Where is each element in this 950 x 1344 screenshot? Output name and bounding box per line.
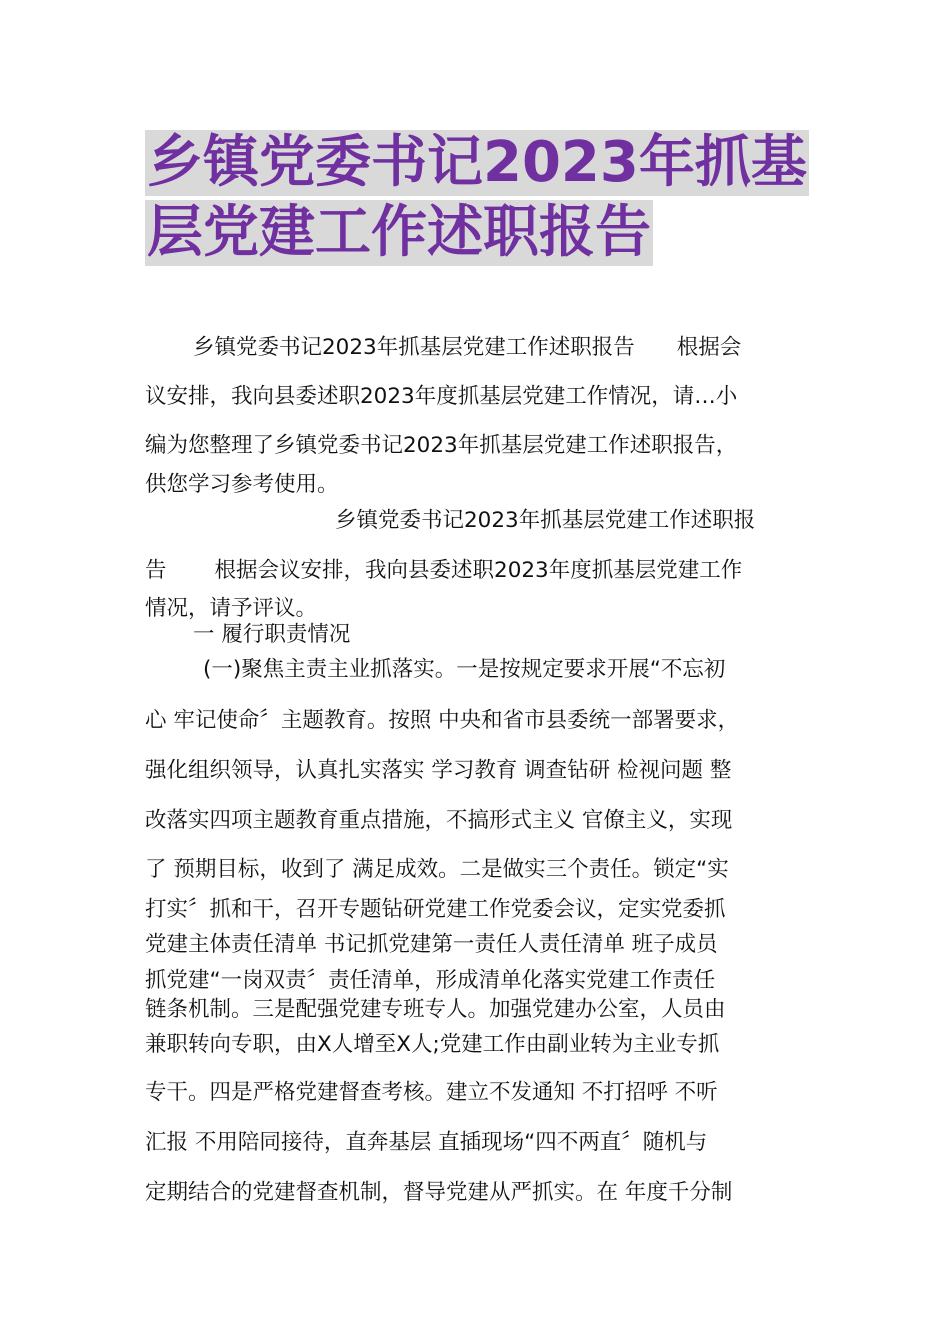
body-line bbox=[145, 333, 810, 363]
body-line: 兼职转向专职，由X人增至X人;党建工作由副业转为主业专抓 bbox=[145, 1032, 720, 1057]
body-line: (一)聚焦主责主业抓落实。一是按规定要求开展“不忘初 bbox=[203, 657, 726, 682]
body-line: 了 预期目标，收到了 满足成效。二是做实三个责任。锁定“实 bbox=[145, 857, 729, 882]
body-line: 强化组织领导，认真扎实落实 学习教育 调查钻研 检视问题 整 bbox=[145, 758, 732, 783]
document-title bbox=[145, 130, 825, 270]
body-line: 供您学习参考使用。 bbox=[145, 472, 339, 497]
body-line: 打实〞抓和干，召开专题钻研党建工作党委会议，定实党委抓 bbox=[145, 897, 726, 922]
body-line: 乡镇党委书记2023年抓基层党建工作述职报 bbox=[335, 508, 756, 533]
body-line: 党建主体责任清单 书记抓党建第一责任人责任清单 班子成员 bbox=[145, 932, 718, 957]
body-line: 链条机制。三是配强党建专班专人。加强党建办公室，人员由 bbox=[145, 997, 726, 1022]
body-line: 改落实四项主题教育重点措施，不搞形式主义 官僚主义，实现 bbox=[145, 808, 733, 833]
body-line: 情况，请予评议。 bbox=[145, 596, 318, 621]
body-line: 专干。四是严格党建督查考核。建立不发通知 不打招呼 不听 bbox=[145, 1080, 718, 1105]
body-line: 议安排，我向县委述职2023年度抓基层党建工作情况，请…小 bbox=[145, 384, 738, 409]
title-line-1: 乡镇党委书记2023年抓基 bbox=[147, 130, 807, 195]
section-heading: 一 履行职责情况 bbox=[193, 622, 351, 647]
body-line: 定期结合的党建督查机制，督导党建从严抓实。在 年度千分制 bbox=[145, 1180, 733, 1205]
body-line: 编为您整理了乡镇党委书记2023年抓基层党建工作述职报告， bbox=[145, 433, 738, 458]
body-line: 心 牢记使命〞主题教育。按照 中央和省市县委统一部署要求， bbox=[145, 708, 740, 733]
body-line bbox=[145, 556, 810, 586]
title-line-2: 层党建工作述职报告 bbox=[147, 200, 651, 265]
body-text: 告 bbox=[145, 558, 167, 583]
intro-text: 乡镇党委书记2023年抓基层党建工作述职报告 bbox=[193, 335, 635, 360]
body-text: 根据会议安排，我向县委述职2023年度抓基层党建工作 bbox=[214, 558, 743, 583]
body-line: 抓党建“一岗双责〞责任清单，形成清单化落实党建工作责任 bbox=[145, 968, 716, 993]
body-line: 汇报 不用陪同接待，直奔基层 直插现场“四不两直〞随机与 bbox=[145, 1130, 708, 1155]
intro-text: 根据会 bbox=[676, 335, 742, 360]
